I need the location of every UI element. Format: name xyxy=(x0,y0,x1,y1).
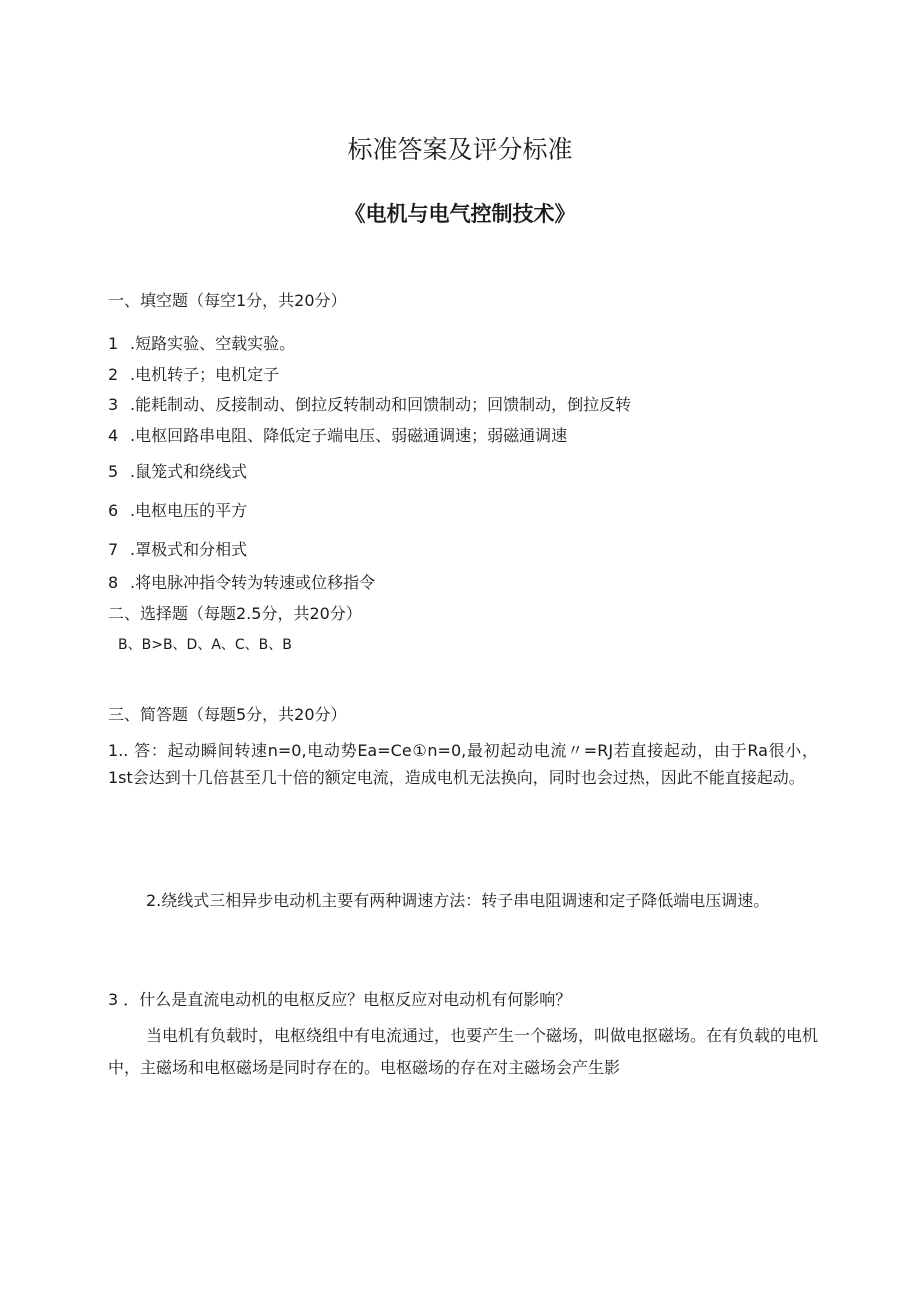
section2-heading: 二、选择题（每题2.5分，共20分） xyxy=(108,604,362,623)
doc-subtitle: 《电机与电气控制技术》 xyxy=(344,202,576,226)
list-item: 3 .能耗制动、反接制动、倒拉反转制动和回馈制动；回馈制动，倒拉反转 xyxy=(108,395,632,414)
choice-answers: B、B>B、D、A、C、B、B xyxy=(118,637,292,653)
list-item: 6 .电枢电压的平方 xyxy=(108,501,248,520)
section3-heading: 三、简答题（每题5分，共20分） xyxy=(108,705,347,724)
list-item: 7 .罩极式和分相式 xyxy=(108,540,248,559)
answer-q1: 1.. 答：起动瞬间转速n=0,电动势Ea=Ce①n=0,最初起动电流〃=RJ若直接起动，由于Ra很小，1st会达到十几倍甚至几十倍的额定电流，造成电机无法换向，同时也会过热，因此不能直接起动。 xyxy=(108,741,818,787)
doc-title: 标准答案及评分标准 xyxy=(347,135,573,164)
list-item: 2 .电机转子；电机定子 xyxy=(108,365,280,384)
answer-q3: 当电机有负载时，电枢绕组中有电流通过，也要产生一个磁场，叫做电抠磁场。在有负载的电机中，主磁场和电枢磁场是同时存在的。电枢磁场的存在对主磁场会产生影 xyxy=(108,1026,819,1077)
answer-q2: 2.绕线式三相异步电动机主要有两种调速方法：转子串电阻调速和定子降低端电压调速。 xyxy=(146,891,770,910)
question-q3: 3 ．什么是直流电动机的电枢反应？电枢反应对电动机有何影响？ xyxy=(108,990,572,1009)
section1-heading: 一、填空题（每空1分，共20分） xyxy=(108,291,347,310)
list-item: 1 .短路实验、空载实验。 xyxy=(108,334,296,353)
list-item: 4 .电枢回路串电阻、降低定子端电压、弱磁通调速；弱磁通调速 xyxy=(108,426,568,445)
list-item: 8 .将电脉冲指令转为转速或位移指令 xyxy=(108,573,376,592)
list-item: 5 .鼠笼式和绕线式 xyxy=(108,462,248,481)
